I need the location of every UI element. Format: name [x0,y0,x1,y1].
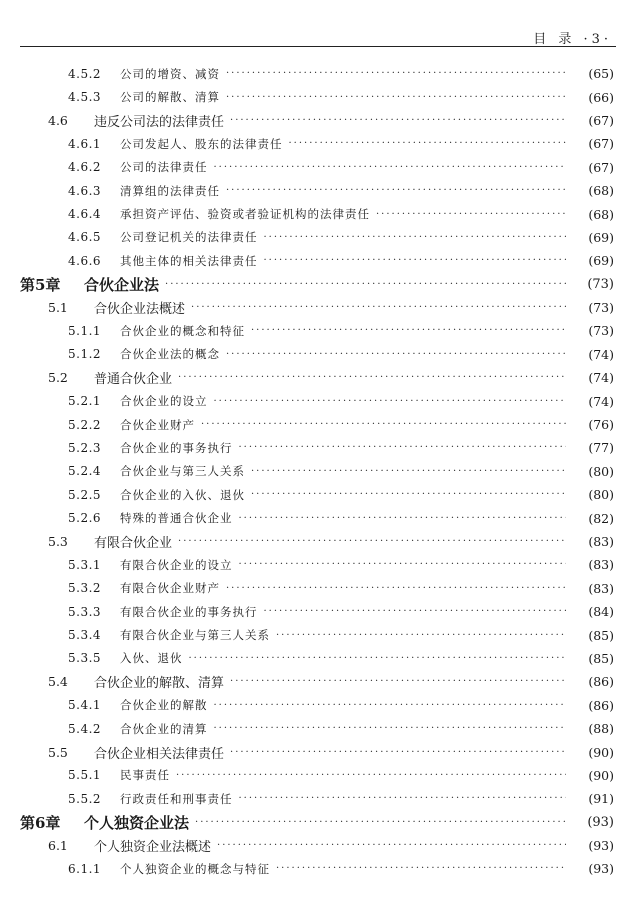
toc-entry-title: 特殊的普通合伙企业 [120,511,233,526]
toc-entry-title: 其他主体的相关法律责任 [120,253,258,268]
toc-entry-number: 5.1.2 [68,347,102,362]
toc-entry-page: (80) [588,487,614,503]
dot-leader [214,396,567,407]
toc-entry-number: 4.6.5 [68,230,102,245]
toc-entry-page: (80) [588,463,614,479]
toc-entry-title: 有限合伙企业与第三人关系 [120,628,270,643]
dot-leader [230,115,566,126]
dot-leader [239,793,567,804]
table-of-contents [0,62,632,881]
toc-entry-page: (66) [588,89,614,105]
toc-entry-page: (84) [588,604,614,620]
toc-entry[interactable] [0,483,632,506]
toc-entry-title: 合伙企业法 [84,275,160,294]
dot-leader [214,700,567,711]
dot-leader [276,630,566,641]
dot-leader [289,138,567,149]
toc-entry-page: (86) [588,674,614,690]
toc-entry[interactable] [0,623,632,646]
toc-entry-title: 合伙企业的设立 [120,394,208,409]
toc-entry[interactable] [0,460,632,483]
toc-entry-title: 个人独资企业法 [84,813,190,832]
toc-entry-page: (76) [588,417,614,433]
toc-entry-page: (85) [588,627,614,643]
toc-entry[interactable] [0,343,632,366]
toc-entry-page: (68) [588,183,614,199]
toc-entry-title: 公司登记机关的法律责任 [120,230,258,245]
toc-entry-number: 4.5.3 [68,90,102,105]
toc-entry[interactable] [0,530,632,553]
toc-entry[interactable] [0,249,632,272]
toc-entry-page: (83) [588,534,614,549]
toc-entry-title: 合伙企业与第三人关系 [120,464,245,479]
toc-entry-title: 合伙企业的清算 [120,721,208,736]
toc-entry-page: (93) [588,861,614,877]
toc-entry-number: 5.3.2 [68,581,102,596]
toc-entry-number: 6.1 [48,838,68,854]
toc-entry-page: (73) [588,323,614,339]
toc-entry[interactable] [0,85,632,108]
dot-leader [226,68,566,79]
toc-entry-title: 有限合伙企业的设立 [120,557,233,572]
dot-leader [230,676,566,687]
dot-leader [217,840,566,851]
toc-entry[interactable] [0,553,632,576]
toc-entry[interactable] [0,647,632,670]
toc-entry-title: 合伙企业的解散 [120,698,208,713]
toc-entry[interactable] [0,577,632,600]
toc-entry-number: 4.6 [48,112,68,128]
toc-entry-number: 5.4 [48,674,68,690]
toc-entry-page: (93) [587,814,614,830]
toc-entry-page: (90) [588,744,614,760]
toc-entry[interactable] [0,740,632,763]
toc-entry-page: (93) [588,838,614,854]
toc-entry[interactable] [0,436,632,459]
toc-entry[interactable] [0,179,632,202]
toc-entry[interactable] [0,319,632,342]
dot-leader [178,372,566,383]
toc-entry-number: 5.3.4 [68,628,102,643]
toc-entry[interactable] [0,296,632,319]
toc-entry-number: 5.5.2 [68,791,102,806]
toc-entry-number: 4.6.6 [68,253,102,268]
dot-leader [226,583,566,594]
dot-leader [178,536,566,547]
page-header [20,26,616,47]
toc-entry[interactable] [0,787,632,810]
toc-entry[interactable] [0,506,632,529]
dot-leader [214,162,567,173]
toc-entry-title: 合伙企业的入伙、退伙 [120,487,245,502]
header-text: 目 录 ·3· [533,32,612,47]
dot-leader [226,349,566,360]
toc-entry-title: 合伙企业法的概念 [120,347,220,362]
dot-leader [239,442,567,453]
toc-entry[interactable] [0,109,632,132]
toc-entry-title: 行政责任和刑事责任 [120,791,233,806]
toc-entry-page: (82) [588,510,614,526]
toc-entry-title: 入伙、退伙 [120,651,183,666]
dot-leader [226,92,566,103]
toc-entry-title: 合伙企业法概述 [94,302,186,318]
toc-entry-number: 第6章 [20,813,61,832]
dot-leader [191,302,566,313]
toc-entry-title: 合伙企业财产 [120,417,195,432]
dot-leader [264,255,567,266]
toc-entry-page: (73) [588,300,614,316]
toc-entry-title: 合伙企业的概念和特征 [120,323,245,338]
toc-entry[interactable] [0,273,632,296]
toc-entry-number: 5.3.1 [68,557,102,572]
toc-entry-title: 公司的法律责任 [120,160,208,175]
toc-entry-number: 5.4.2 [68,721,102,736]
toc-entry-number: 5.3 [48,534,68,549]
dot-leader [189,653,567,664]
toc-entry-number: 5.2.6 [68,511,102,526]
toc-entry[interactable] [0,857,632,880]
toc-entry[interactable] [0,834,632,857]
dot-leader [201,419,566,430]
toc-entry-title: 承担资产评估、验资或者验证机构的法律责任 [120,207,370,222]
dot-leader [251,325,566,336]
toc-entry-title: 合伙企业相关法律责任 [94,746,225,762]
dot-leader [214,723,567,734]
toc-entry-number: 5.1.1 [68,323,102,338]
toc-entry-title: 民事责任 [120,768,170,783]
toc-entry-page: (68) [588,206,614,222]
toc-entry-number: 4.6.1 [68,136,102,151]
dot-leader [195,817,566,828]
toc-entry-page: (85) [588,650,614,666]
dot-leader [230,747,566,758]
toc-entry-title: 清算组的法律责任 [120,183,220,198]
toc-entry-title: 合伙企业的解散、清算 [94,676,225,692]
toc-entry-title: 公司的解散、清算 [120,90,220,105]
toc-entry-number: 5.3.3 [68,604,102,619]
toc-entry-title: 合伙企业的事务执行 [120,440,233,455]
toc-entry-number: 5.2.5 [68,487,102,502]
toc-entry-number: 5.4.1 [68,698,102,713]
dot-leader [165,279,566,290]
dot-leader [226,185,566,196]
toc-entry-page: (67) [588,159,614,175]
toc-entry-title: 公司发起人、股东的法律责任 [120,136,283,151]
toc-entry-title: 公司的增资、减资 [120,66,220,81]
dot-leader [376,209,566,220]
toc-entry-number: 5.5 [48,744,68,760]
toc-entry-page: (67) [588,136,614,152]
toc-entry-number: 4.6.2 [68,160,102,175]
toc-entry-number: 5.2.1 [68,394,102,409]
toc-entry-number: 5.3.5 [68,651,102,666]
toc-entry-page: (67) [588,112,614,128]
toc-entry-page: (88) [588,721,614,737]
toc-entry-page: (90) [588,767,614,783]
dot-leader [239,559,567,570]
toc-entry-page: (83) [588,557,614,573]
toc-entry-title: 个人独资企业的概念与特征 [120,861,270,876]
toc-entry-title: 违反公司法的法律责任 [94,114,225,130]
toc-entry-title: 有限合伙企业的事务执行 [120,604,258,619]
dot-leader [264,606,567,617]
toc-entry[interactable] [0,202,632,225]
toc-entry[interactable] [0,670,632,693]
toc-entry[interactable] [0,717,632,740]
dot-leader [251,489,566,500]
toc-entry-number: 5.2.3 [68,440,102,455]
toc-entry[interactable] [0,132,632,155]
toc-entry-number: 4.5.2 [68,66,102,81]
toc-entry-page: (83) [588,580,614,596]
toc-entry[interactable] [0,62,632,85]
toc-entry-number: 6.1.1 [68,861,102,876]
dot-leader [176,770,566,781]
toc-entry[interactable] [0,156,632,179]
toc-entry-page: (74) [588,393,614,409]
toc-entry-title: 有限合伙企业 [94,536,173,551]
toc-entry-number: 5.2 [48,370,68,386]
toc-entry-number: 5.2.4 [68,464,102,479]
toc-entry-page: (74) [588,370,614,386]
dot-leader [239,513,567,524]
toc-entry-number: 5.5.1 [68,768,102,783]
dot-leader [276,863,566,874]
toc-entry-number: 5.1 [48,300,68,316]
toc-entry[interactable] [0,389,632,412]
toc-entry-title: 普通合伙企业 [94,372,173,388]
toc-entry[interactable] [0,366,632,389]
toc-entry-number: 4.6.3 [68,183,102,198]
toc-entry-page: (69) [588,229,614,245]
toc-entry[interactable] [0,694,632,717]
toc-entry-page: (77) [588,440,614,456]
toc-entry-title: 个人独资企业法概述 [94,840,212,856]
toc-entry-page: (73) [587,276,614,292]
toc-entry-number: 第5章 [20,275,61,294]
toc-entry-page: (65) [588,66,614,82]
toc-entry-title: 有限合伙企业财产 [120,581,220,596]
toc-entry[interactable] [0,226,632,249]
toc-entry[interactable] [0,600,632,623]
toc-entry-number: 4.6.4 [68,207,102,222]
toc-entry-number: 5.2.2 [68,417,102,432]
toc-entry-page: (86) [588,697,614,713]
toc-entry[interactable] [0,811,632,834]
dot-leader [251,466,566,477]
dot-leader [264,232,567,243]
toc-entry[interactable] [0,764,632,787]
toc-entry-page: (74) [588,346,614,362]
toc-entry[interactable] [0,413,632,436]
toc-entry-page: (91) [588,791,614,807]
toc-entry-page: (69) [588,253,614,269]
